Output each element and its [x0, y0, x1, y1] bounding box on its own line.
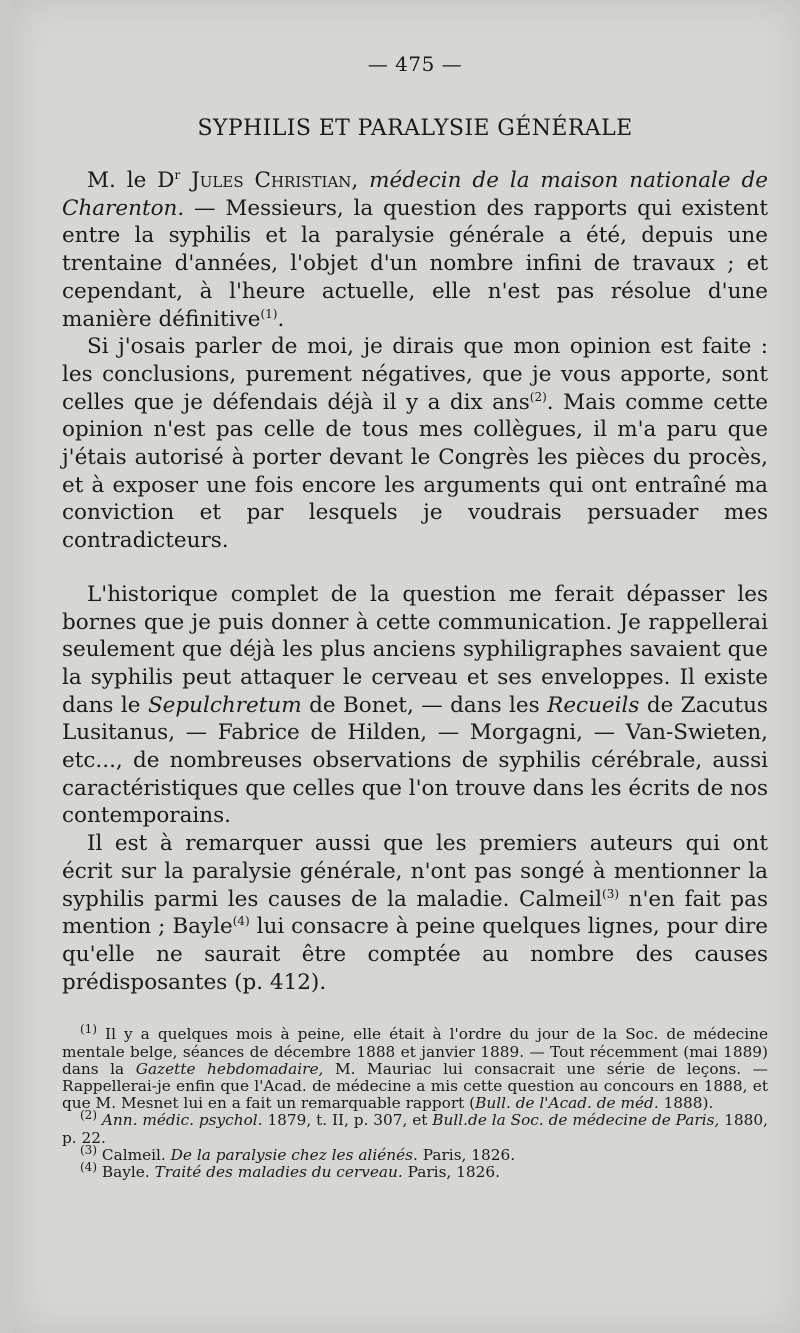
authors-text-a: Il est à remarquer aussi que les premiers auteurs qui ont écrit sur la paralysie générale, n'ont pas songé à mentionner la syphilis parmi les causes de la maladie. Calmeil — [62, 831, 768, 912]
footnote-ref-2: (2) — [529, 389, 547, 404]
history-text-b: de Bonet, — dans les — [309, 692, 540, 718]
history-text-c: de Zacutus Lusitanus, — Fabrice de Hilden, — Morgagni, — Van-Swieten, etc..., de nombreuses observations de syphilis cérébrale, aussi caractéristiques que celles que l'on trouve dans les écrits de nos contemporains. — [62, 692, 768, 829]
footnote-1-text-b: M. Mauriac lui consacrait une série de leçons. — Rappellerai-je enfin que l'Acad. de médecine a mis cette question au concours en 1888, et que M. Mesnet lui en a fait un remarquable rapport ( — [62, 1059, 768, 1113]
paragraph-opinion — [62, 333, 768, 555]
footnote-1 — [62, 1022, 768, 1113]
footnote-3-ital-title: De la paralysie chez les aliénés. — [170, 1145, 418, 1164]
author-affiliation: médecin de la maison nationale de Charenton. — [62, 168, 769, 221]
footnote-2-text-a: 1879, t. II, p. 307, et — [267, 1111, 428, 1130]
footnote-3-text-a: Calmeil. — [101, 1145, 166, 1164]
opinion-text-b: . Mais comme cette opinion n'est pas celle de tous mes collègues, il m'a paru que j'étais autorisé à porter devant le Congrès les pièces du procès, et à exposer une fois encore les arguments qui ont entraîné ma conviction et par lesquels je voudrais persuader mes contradicteurs. — [62, 389, 768, 554]
footnote-3-text-b: Paris, 1826. — [422, 1145, 516, 1164]
footnote-ref-3: (3) — [602, 886, 620, 901]
history-ital-recueils: Recueils — [547, 692, 640, 718]
footnote-1-ital-gazette: Gazette hebdomadaire, — [135, 1059, 324, 1078]
opinion-text-a: Si j'osais parler de moi, je dirais que mon opinion est faite : les conclusions, purement négatives, que je vous apporte, sont celles que je défendais déjà il y a dix ans — [62, 334, 768, 415]
book-page — [14, 0, 800, 1333]
footnote-mark-2: (2) — [80, 1108, 97, 1123]
footnote-2-ital-ann: Ann. médic. psychol. — [101, 1111, 263, 1130]
paragraph-history — [62, 581, 768, 830]
footnote-3 — [62, 1142, 768, 1164]
footnote-1-text-c: 1888). — [663, 1094, 714, 1113]
footnote-2 — [62, 1108, 768, 1147]
footnote-2-text-b: 1880, p. 22. — [62, 1111, 768, 1147]
intro-end: . — [277, 306, 285, 332]
footnote-1-ital-bull: Bull. de l'Acad. de méd. — [475, 1094, 659, 1113]
footnote-1-text-a: Il y a quelques mois à peine, elle était à l'ordre du jour de la Soc. de médecine mentale belge, séances de décembre 1888 et janvier 1889. — Tout récemment (mai 1889) dans la — [62, 1025, 768, 1078]
history-ital-sepulchretum: Sepulchretum — [147, 692, 302, 718]
footnotes — [62, 1022, 768, 1182]
authors-text-c: lui consacre à peine quelques lignes, pour dire qu'elle ne saurait être comptée au nombre des causes prédisposantes (p. 412). — [62, 914, 768, 995]
footnote-mark-3: (3) — [80, 1142, 97, 1157]
footnote-ref-1: (1) — [260, 306, 278, 321]
doctor-superscript: r — [174, 167, 181, 182]
page-content — [62, 52, 768, 1181]
paragraph-first-authors — [62, 830, 768, 996]
author-prefix: M. le D — [87, 168, 175, 193]
history-text-a: L'historique complet de la question me ferait dépasser les bornes que je puis donner à cette communication. Je rappellerai seulement que déjà les plus anciens syphiligraphes savaient que la syphilis peut attaquer le cerveau et ses enveloppes. Il existe dans le — [62, 581, 768, 718]
footnote-4 — [62, 1159, 768, 1182]
intro-body: — Messieurs, la question des rapports qui existent entre la syphilis et la paralysie générale a été, depuis une trentaine d'années, l'objet d'un nombre infini de travaux ; et cependant, à l'heure actuelle, elle n'est pas résolue d'une manière définitive — [62, 195, 768, 332]
author-name: Jules Christian, — [191, 168, 359, 193]
authors-text-b: n'en fait pas mention ; Bayle — [62, 886, 768, 940]
paragraph-intro — [62, 167, 768, 333]
page-number: — 475 — — [367, 52, 463, 76]
footnote-4-text-a: Bayle. — [101, 1163, 150, 1182]
footnote-2-ital-bull: Bull.de la Soc. de médecine de Paris, — [432, 1111, 720, 1130]
article-title: SYPHILIS ET PARALYSIE GÉNÉRALE — [197, 116, 633, 141]
footnote-mark-4: (4) — [80, 1159, 97, 1174]
footnote-mark-1: (1) — [80, 1022, 97, 1037]
footnote-4-text-b: Paris, 1826. — [407, 1163, 500, 1182]
footnote-4-ital-title: Traité des maladies du cerveau. — [154, 1163, 403, 1182]
footnote-ref-4: (4) — [232, 914, 250, 929]
